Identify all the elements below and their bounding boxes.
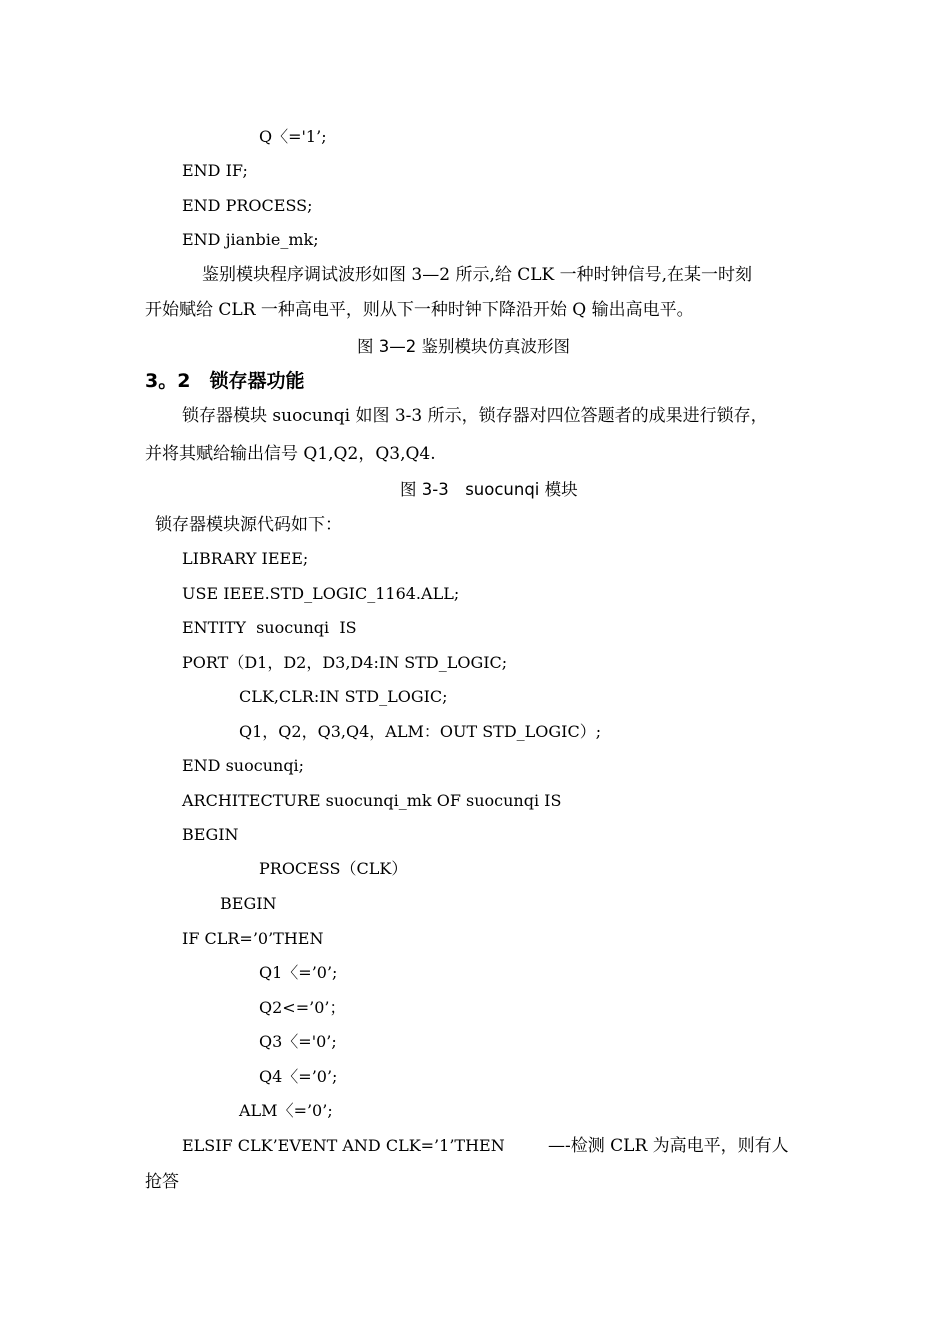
code-line: END suocunqi; [182, 756, 305, 775]
code-line: ELSIF CLK’EVENT AND CLK=’1’THEN [182, 1136, 505, 1155]
paragraph-line: 鉴别模块程序调试波形如图 3—2 所示,给 CLK 一种时钟信号,在某一时刻 [202, 265, 753, 285]
paragraph-line: 开始赋给 CLR 一种高电平，则从下一种时钟下降沿开始 Q 输出高电平。 [145, 300, 694, 320]
code-line: END IF; [182, 161, 248, 180]
code-line: Q1，Q2，Q3,Q4，ALM：OUT STD_LOGIC）; [239, 722, 602, 741]
code-line: Q2<=’0’； [259, 998, 346, 1017]
code-line: PROCESS（CLK） [259, 859, 408, 878]
paragraph-line: 锁存器模块 suocunqi 如图 3-3 所示，锁存器对四位答题者的成果进行锁存， [182, 406, 768, 426]
code-line: END jianbie_mk; [182, 230, 319, 249]
code-line: USE IEEE.STD_LOGIC_1164.ALL; [182, 584, 460, 603]
section-heading: 3。2 锁存器功能 [145, 370, 305, 392]
code-line: PORT（D1，D2，D3,D4:IN STD_LOGIC; [182, 653, 508, 672]
paragraph-line: 并将其赋给输出信号 Q1,Q2，Q3,Q4. [145, 444, 436, 464]
code-comment-continued: 抢答 [145, 1172, 179, 1192]
code-line: BEGIN [220, 894, 277, 913]
figure-caption: 图 3—2 鉴别模块仿真波形图 [357, 337, 570, 356]
code-line: ARCHITECTURE suocunqi_mk OF suocunqi IS [182, 791, 562, 810]
code-line: Q4〈=’0’; [259, 1067, 338, 1086]
code-line: END PROCESS; [182, 196, 313, 215]
source-intro: 锁存器模块源代码如下： [155, 515, 342, 535]
code-line: ENTITY suocunqi IS [182, 618, 357, 637]
code-line: Q1〈=’0’; [259, 963, 338, 982]
figure-caption: 图 3-3 suocunqi 模块 [400, 480, 578, 499]
code-line: IF CLR=’0’THEN [182, 929, 324, 948]
code-line: LIBRARY IEEE; [182, 549, 309, 568]
code-comment: —-检测 CLR 为高电平，则有人 [548, 1136, 789, 1156]
code-line: BEGIN [182, 825, 239, 844]
code-line: Q3〈='0’; [259, 1032, 337, 1051]
code-line: ALM〈=’0’; [239, 1101, 333, 1120]
code-line: Q〈='1’; [259, 127, 327, 146]
code-line: CLK,CLR:IN STD_LOGIC; [239, 687, 448, 706]
